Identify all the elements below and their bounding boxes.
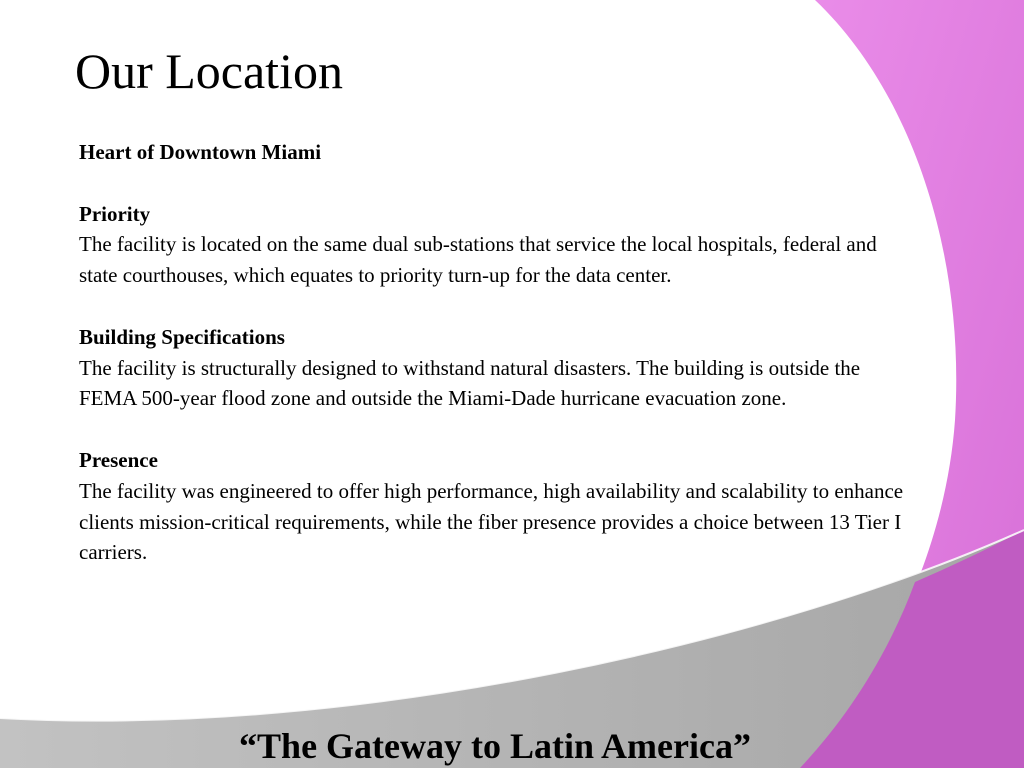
section-body-priority: The facility is located on the same dual sub-stations that service the local hospitals, federal and state courthouses, which equates to priority turn-up for the data center.: [79, 232, 877, 288]
location-subtitle: Heart of Downtown Miami: [79, 140, 322, 164]
spacer: [79, 291, 909, 322]
spacer: [79, 414, 909, 445]
slide-title: Our Location: [75, 43, 343, 99]
section-body-presence: The facility was engineered to offer high performance, high availability and scalability to enhance clients mission-critical requirements, while the fiber presence provides a choice between 13 Tier I carriers.: [79, 478, 904, 565]
section-heading-presence: Presence: [79, 447, 158, 472]
slide-content: [79, 137, 909, 568]
spacer: [79, 168, 909, 199]
section-heading-building-specifications: Building Specifications: [79, 324, 285, 349]
section-body-building-specifications: The facility is structurally designed to withstand natural disasters. The building is outside the FEMA 500-year flood zone and outside the Miami-Dade hurricane evacuation zone.: [79, 355, 861, 411]
section-heading-priority: Priority: [79, 201, 151, 226]
tagline: “The Gateway to Latin America”: [239, 726, 751, 766]
